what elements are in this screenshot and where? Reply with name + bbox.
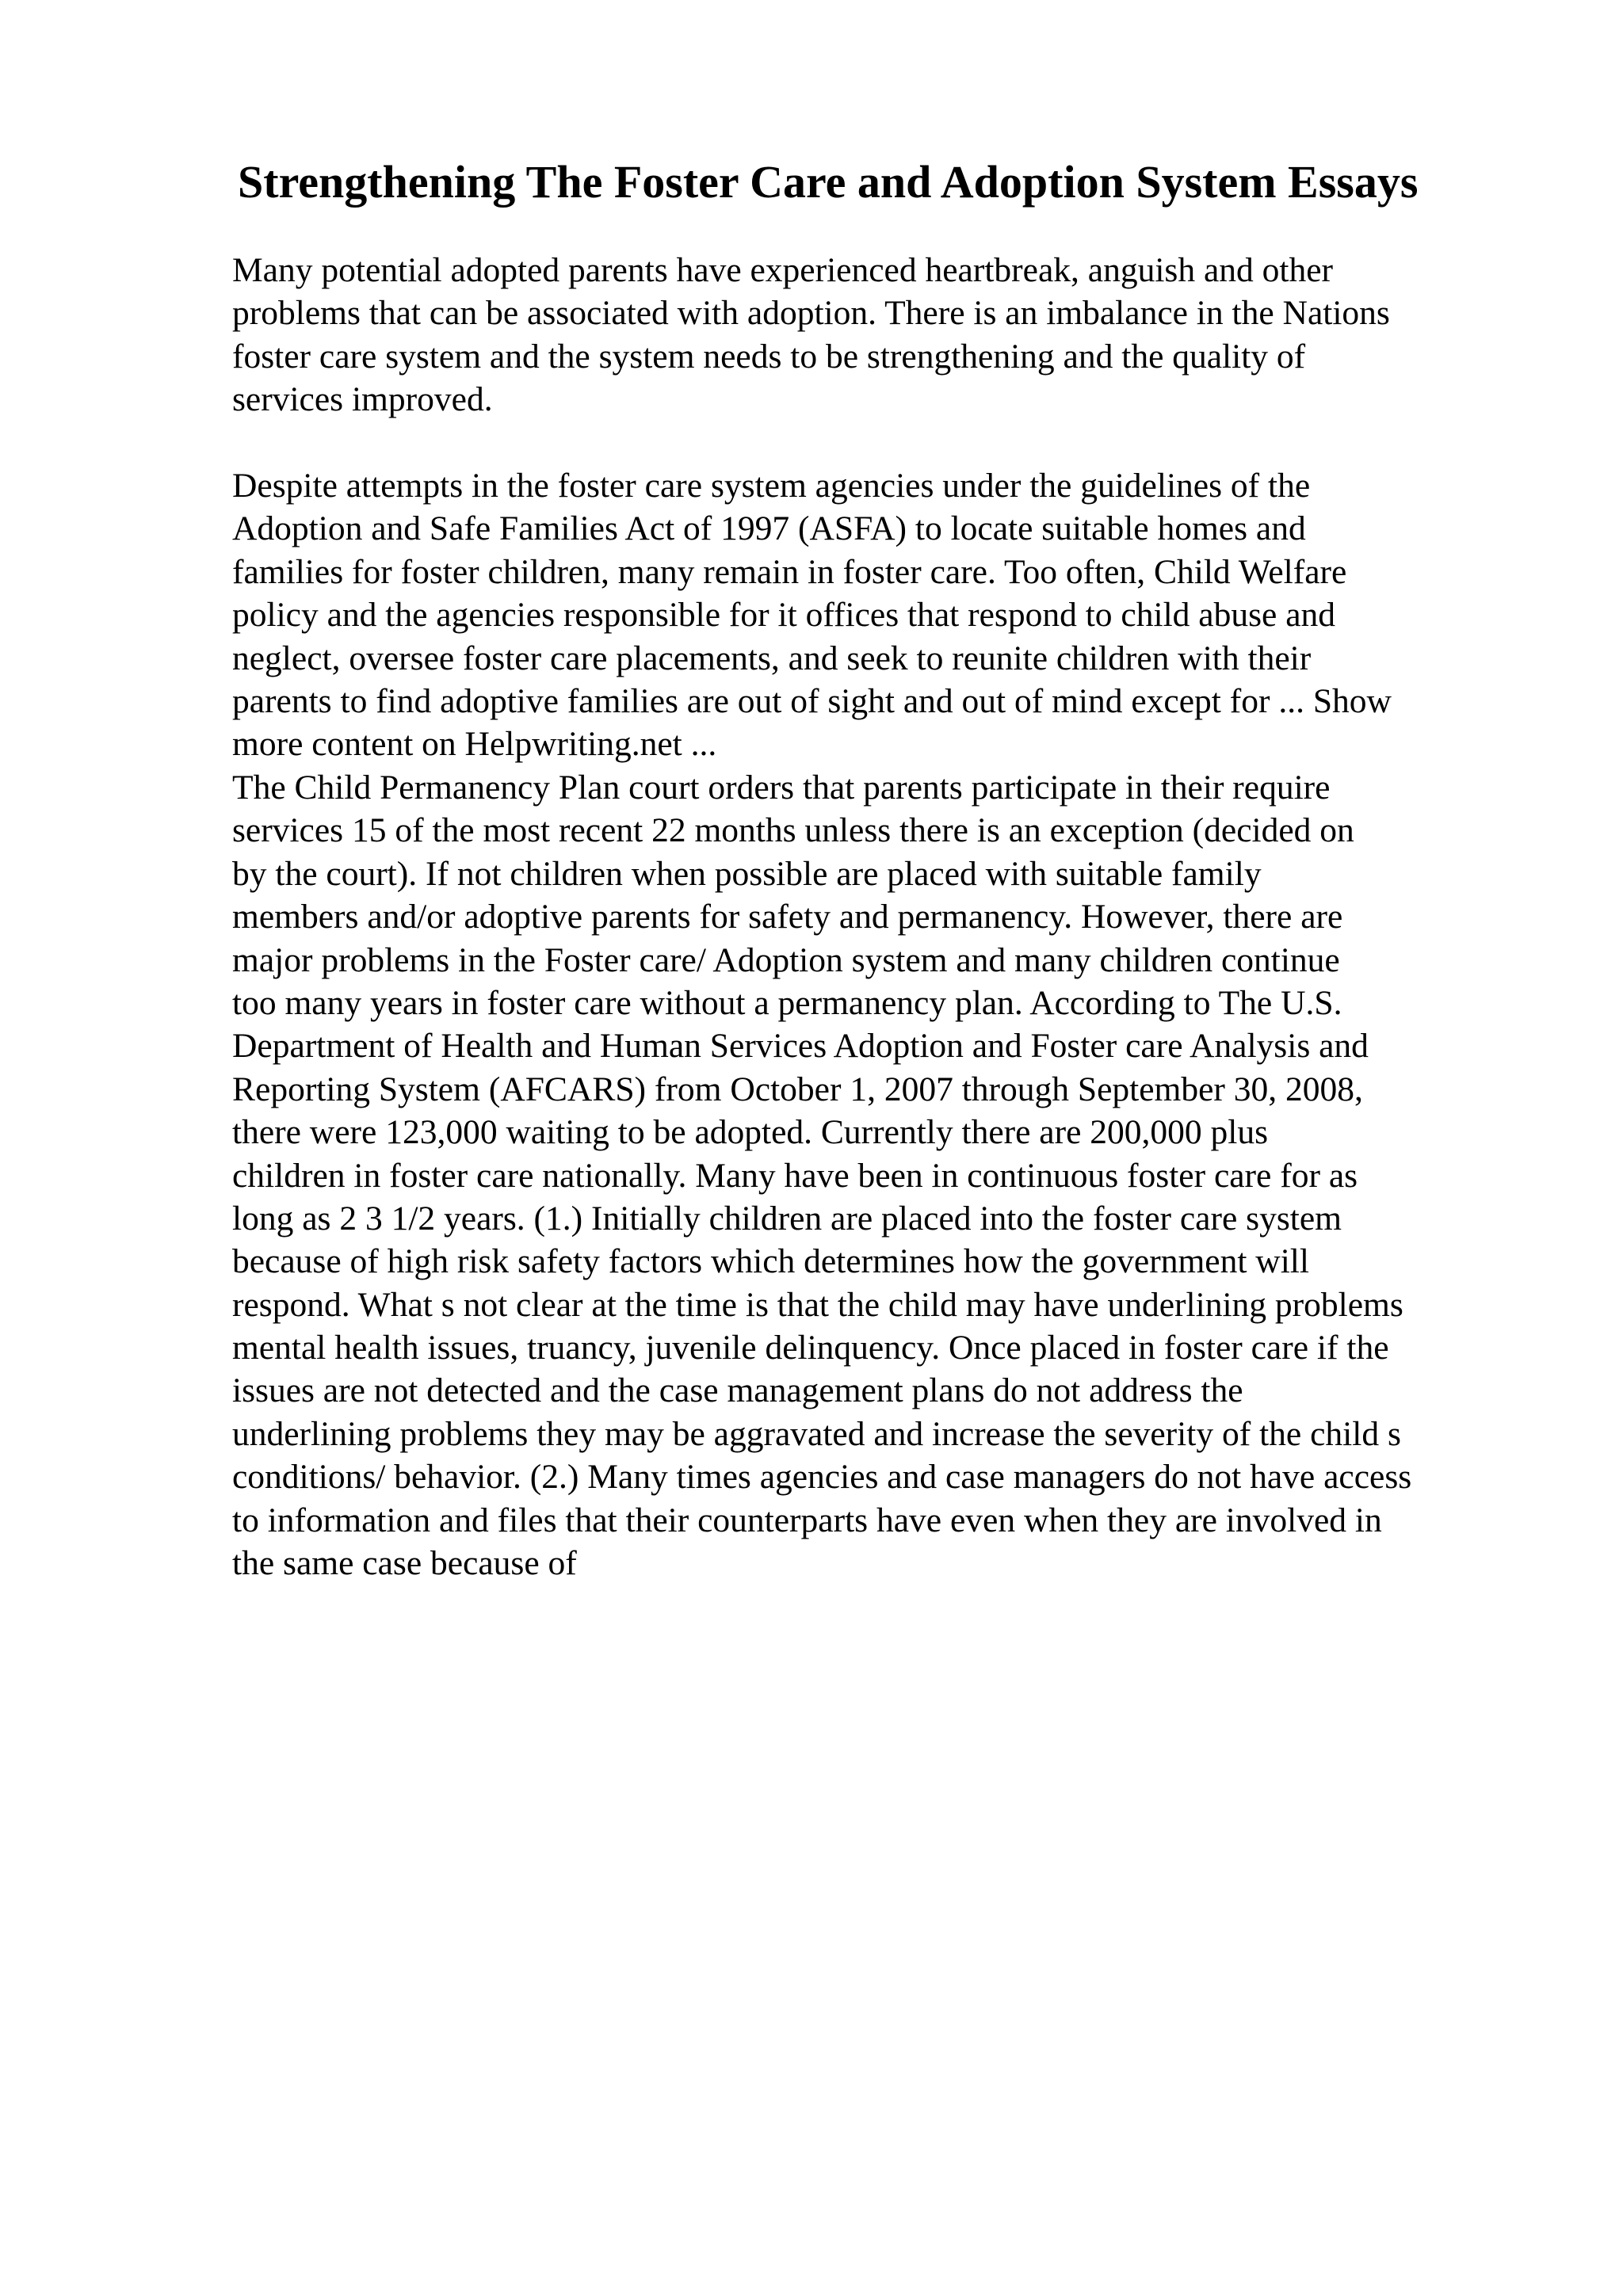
text-line: Despite attempts in the foster care system agencies under the guidelines of the xyxy=(232,467,1311,505)
text-line: problems that can be associated with adoption. There is an imbalance in the Nations xyxy=(232,294,1390,333)
text-line: respond. What s not clear at the time is that the child may have underlining problems xyxy=(232,1285,1403,1324)
text-line: because of high risk safety factors which determines how the government will xyxy=(232,1242,1309,1281)
text-line: Department of Health and Human Services Adoption and Foster care Analysis and xyxy=(232,1027,1369,1066)
text-line: mental health issues, truancy, juvenile delinquency. Once placed in foster care if the xyxy=(232,1329,1389,1367)
text-line: conditions/ behavior. (2.) Many times agencies and case managers do not have access xyxy=(232,1458,1412,1497)
text-line: more content on Helpwriting.net ... xyxy=(232,725,717,764)
paragraph-3 xyxy=(232,766,1564,1585)
text-line: by the court). If not children when possible are placed with suitable family xyxy=(232,854,1262,893)
text-line: the same case because of xyxy=(232,1544,577,1583)
text-line: there were 123,000 waiting to be adopted. Currently there are 200,000 plus xyxy=(232,1113,1269,1152)
paragraph-1 xyxy=(232,249,1564,421)
text-line: long as 2 3 1/2 years. (1.) Initially children are placed into the foster care system xyxy=(232,1199,1342,1238)
text-line: Adoption and Safe Families Act of 1997 (ASFA) to locate suitable homes and xyxy=(232,509,1306,548)
text-line: to information and files that their counterparts have even when they are involved in xyxy=(232,1501,1382,1539)
text-line: policy and the agencies responsible for it offices that respond to child abuse and xyxy=(232,596,1335,635)
text-line: foster care system and the system needs to be strengthening and the quality of xyxy=(232,337,1306,376)
text-line: services 15 of the most recent 22 months unless there is an exception (decided on xyxy=(232,811,1354,850)
document-title: Strengthening The Foster Care and Adoption System Essays xyxy=(238,156,1419,208)
text-line: Many potential adopted parents have experienced heartbreak, anguish and other xyxy=(232,251,1334,289)
text-line: major problems in the Foster care/ Adoption system and many children continue xyxy=(232,940,1340,979)
text-line: families for foster children, many remain in foster care. Too often, Child Welfare xyxy=(232,552,1347,591)
text-line: members and/or adoptive parents for safety and permanency. However, there are xyxy=(232,898,1343,936)
text-line: issues are not detected and the case management plans do not address the xyxy=(232,1371,1243,1410)
text-line: neglect, oversee foster care placements, and seek to reunite children with their xyxy=(232,639,1312,677)
text-line: Reporting System (AFCARS) from October 1, 2007 through September 30, 2008, xyxy=(232,1070,1363,1108)
text-line: The Child Permanency Plan court orders that parents participate in their require xyxy=(232,769,1331,807)
paragraph-2 xyxy=(232,464,1564,766)
text-line: too many years in foster care without a permanency plan. According to The U.S. xyxy=(232,983,1342,1022)
text-line: children in foster care nationally. Many have been in continuous foster care for as xyxy=(232,1156,1358,1195)
text-line: parents to find adoptive families are out of sight and out of mind except for ... Show xyxy=(232,681,1392,720)
text-line: services improved. xyxy=(232,380,493,419)
text-line: underlining problems they may be aggravated and increase the severity of the child s xyxy=(232,1414,1401,1453)
